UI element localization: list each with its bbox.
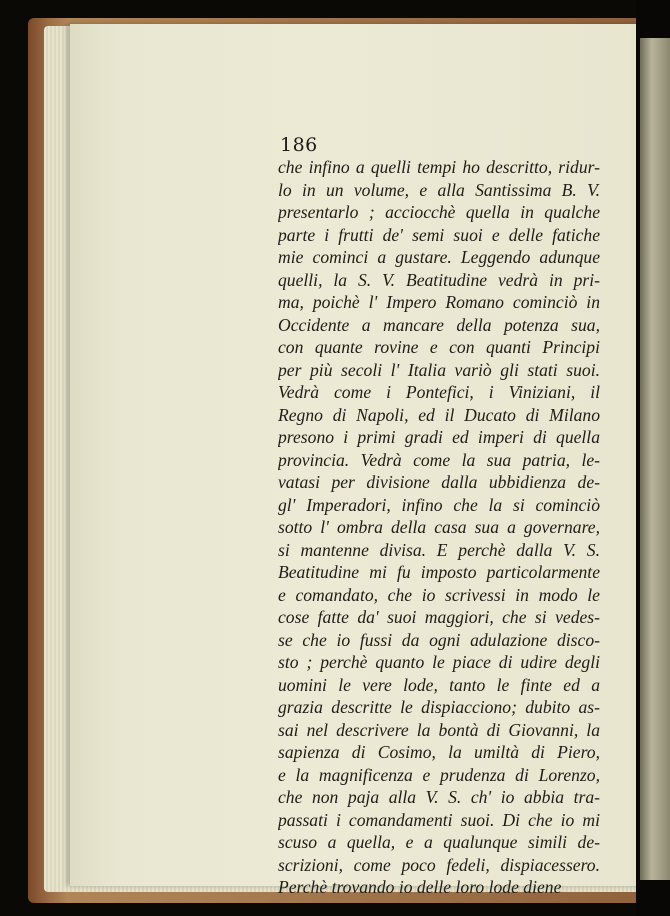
text-line: gl' Imperadori, infino che la si cominciò <box>278 494 600 515</box>
text-line: per più secoli l' Italia variò gli stati suoi. <box>278 359 600 380</box>
text-line: Regno di Napoli, ed il Ducato di Milano <box>278 404 600 425</box>
text-line: uomini le vere lode, tanto le finte ed a <box>278 674 600 695</box>
text-line: parte i frutti de' semi suoi e delle fatiche <box>278 224 600 245</box>
text-line: Perchè trovando io delle loro lode diene <box>278 877 562 897</box>
text-line: sapienza di Cosimo, la umiltà di Piero, <box>278 742 600 762</box>
text-line: Beatitudine mi fu imposto particolarmente <box>278 562 600 582</box>
text-line: cose fatte da' suoi maggiori, che si vedes- <box>278 607 600 627</box>
text-line: ma, poichè l' Impero Romano cominciò in <box>278 292 600 312</box>
page-text <box>278 134 600 899</box>
text-line: Vedrà come i Pontefici, i Viniziani, il <box>278 382 600 402</box>
facing-page-edge <box>640 38 670 880</box>
text-line: che non paja alla V. S. ch' io abbia tra- <box>278 787 600 807</box>
page-number: 186 <box>280 134 318 156</box>
text-line: e comandato, che io scrivessi in modo le <box>278 584 600 605</box>
text-line: con quante rovine e con quanti Principi <box>278 337 600 357</box>
text-line: se che io fussi da ogni adulazione disco- <box>278 629 600 650</box>
text-line: sto ; perchè quanto le piace di udire degli <box>278 652 600 672</box>
text-line: sai nel descrivere la bontà di Giovanni, la <box>278 719 600 740</box>
text-line: Occidente a mancare della potenza sua, <box>278 314 600 335</box>
text-line: scuso a quella, e a qualunque simili de- <box>278 832 600 852</box>
text-line: lo in un volume, e alla Santissima B. V. <box>278 179 600 200</box>
text-line: quelli, la S. V. Beatitudine vedrà in pri- <box>278 269 600 290</box>
text-line: si mantenne divisa. E perchè dalla V. S. <box>278 539 600 560</box>
text-line: mie cominci a gustare. Leggendo adunque <box>278 247 600 267</box>
text-line: sotto l' ombra della casa sua a governare, <box>278 517 600 537</box>
text-line: e la magnificenza e prudenza di Lorenzo, <box>278 764 600 785</box>
text-line: presono i primi gradi ed imperi di quella <box>278 427 600 447</box>
text-line: vatasi per divisione dalla ubbidienza de- <box>278 472 600 492</box>
text-line: provincia. Vedrà come la sua patria, le- <box>278 449 600 470</box>
text-line: grazia descritte le dispiacciono; dubito as- <box>278 697 600 717</box>
text-line: che infino a quelli tempi ho descritto, ridur- <box>278 157 600 177</box>
text-line: passati i comandamenti suoi. Di che io mi <box>278 809 600 830</box>
text-line: scrizioni, come poco fedeli, dispiacessero. <box>278 854 600 875</box>
text-line: presentarlo ; acciocchè quella in qualche <box>278 202 600 222</box>
